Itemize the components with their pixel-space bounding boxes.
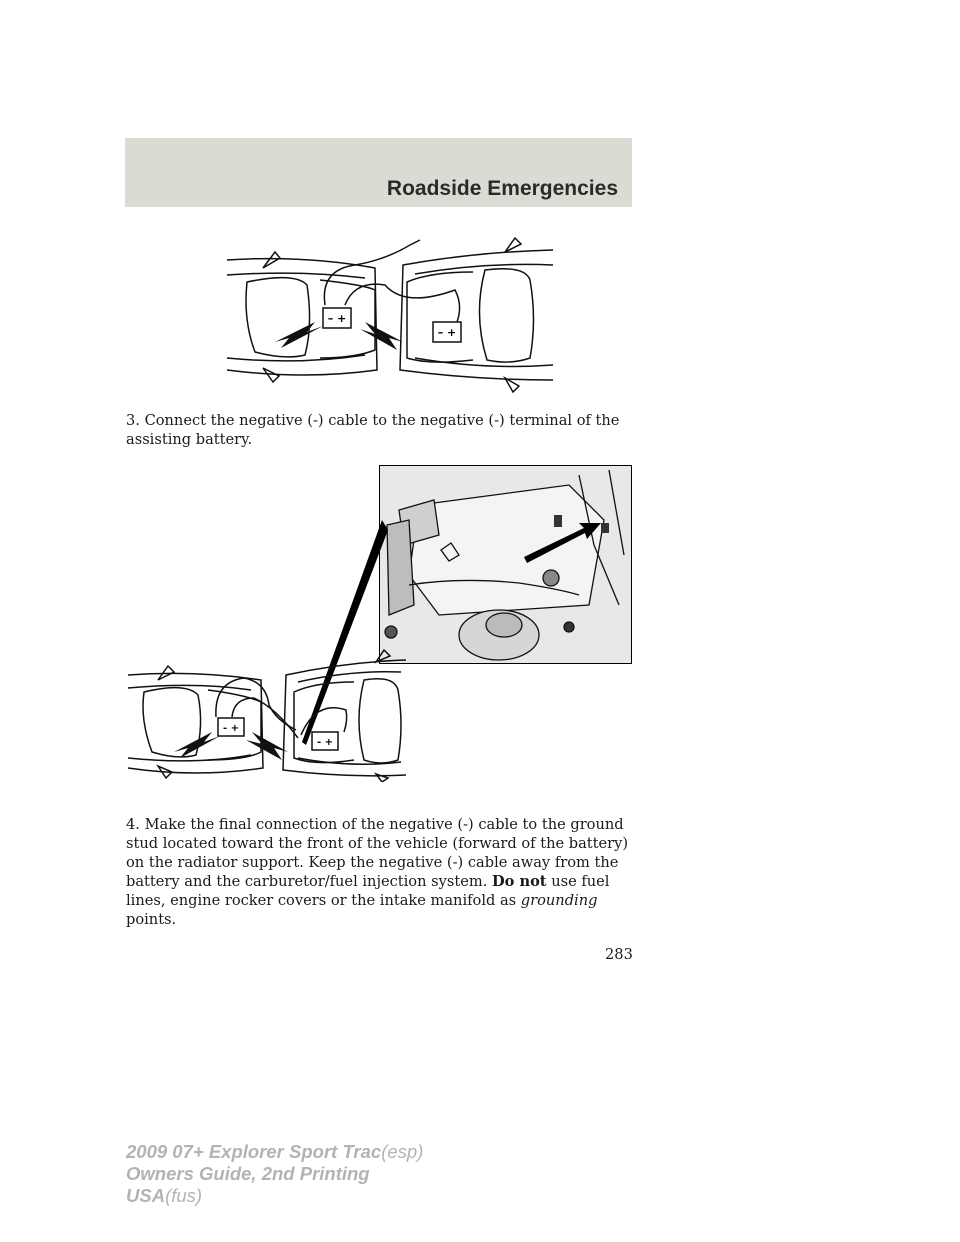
page-number: 283 <box>605 946 633 963</box>
footer-model-code: (esp) <box>381 1141 424 1162</box>
callout-wedge <box>302 520 388 745</box>
footer-market-code: (fus) <box>165 1185 203 1206</box>
section-header-band <box>125 138 632 207</box>
jumper-cable-illustration-2 <box>126 520 416 782</box>
document-footer <box>126 1141 423 1207</box>
battery-left-label: - + <box>222 723 240 734</box>
engine-ground-stud-photo <box>379 465 632 664</box>
battery-left-label: – + <box>327 312 347 325</box>
jumper-cable-illustration-1 <box>225 230 555 395</box>
step-4-text-b: use fuel lines, engine rocker covers or the intake manifold as <box>126 873 610 909</box>
step-4-paragraph <box>126 815 638 929</box>
footer-model: 2009 07+ Explorer Sport Trac <box>126 1141 382 1162</box>
footer-guide: Owners Guide, 2nd Printing <box>126 1163 370 1184</box>
section-title: Roadside Emergencies <box>386 177 618 200</box>
battery-right-label: – + <box>437 326 457 339</box>
battery-right-label: - + <box>316 737 334 748</box>
grounding-emphasis: grounding <box>520 892 598 909</box>
step-4-text-c: points. <box>126 911 177 928</box>
step-4-text-a: 4. Make the final connection of the negative (-) cable to the ground stud located toward the front of the vehicle (forward of the battery) on the radiator support. Keep the negative (-) cable away from the battery and the carburetor/fuel injection system. <box>126 816 629 890</box>
step-3-paragraph: 3. Connect the negative (-) cable to the negative (-) terminal of the assisting battery. <box>126 412 620 448</box>
lightning-bolt-icon <box>275 322 323 348</box>
lightning-bolt-icon <box>360 322 403 350</box>
do-not-emphasis: Do not <box>491 873 547 890</box>
footer-market: USA <box>126 1185 166 1206</box>
